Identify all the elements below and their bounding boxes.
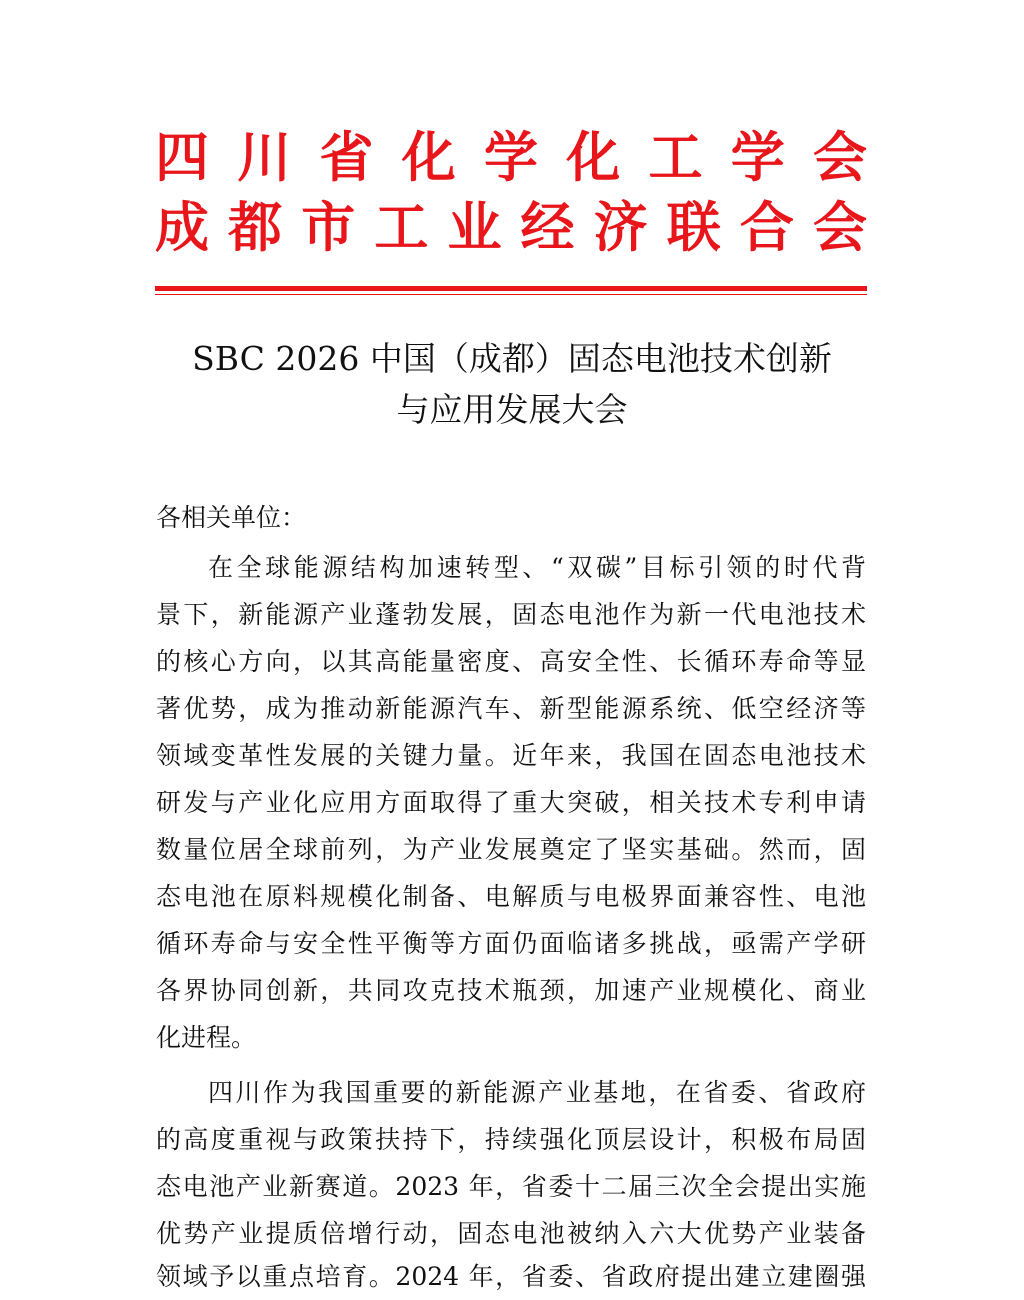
paragraph-1-line: 在全球能源结构加速转型、“双碳”目标引领的时代背 — [208, 553, 866, 582]
org-char: 会 — [813, 126, 867, 189]
org-char: 川 — [237, 126, 292, 189]
document-title-line-2: 与应用发展大会 — [396, 390, 628, 429]
paragraph-1-line: 研发与产业化应用方面取得了重大突破，相关技术专利申请 — [156, 788, 866, 817]
paragraph-1-line: 领域变革性发展的关键力量。近年来，我国在固态电池技术 — [156, 741, 866, 770]
paragraph-1-line: 的核心方向，以其高能量密度、高安全性、长循环寿命等显 — [156, 647, 866, 676]
org-char: 市 — [301, 196, 356, 259]
org-char: 工 — [374, 196, 429, 259]
paragraph-1-line: 态电池在原料规模化制备、电解质与电极界面兼容性、电池 — [156, 882, 866, 911]
paragraph-2-line: 四川作为我国重要的新能源产业基地，在省委、省政府 — [208, 1078, 866, 1107]
org-char: 济 — [593, 196, 648, 259]
org-char: 学 — [484, 126, 538, 189]
org-char: 业 — [447, 196, 502, 259]
org-name-chengdu-industrial-federation — [155, 192, 867, 264]
org-char: 化 — [401, 126, 456, 189]
org-char: 都 — [228, 196, 283, 259]
paragraph-1-line: 著优势，成为推动新能源汽车、新型能源系统、低空经济等 — [156, 694, 866, 723]
org-name-sichuan-chemical-society — [155, 122, 867, 194]
header-red-rule-thin — [155, 294, 867, 295]
org-char: 成 — [155, 196, 209, 259]
org-char: 联 — [666, 196, 721, 259]
org-char: 四 — [155, 126, 209, 189]
paragraph-1-line: 循环寿命与安全性平衡等方面仍面临诸多挑战，亟需产学研 — [156, 929, 866, 958]
paragraph-2-line: 优势产业提质倍增行动，固态电池被纳入六大优势产业装备 — [156, 1219, 866, 1248]
paragraph-1-line: 化进程。 — [156, 1023, 257, 1052]
org-char: 会 — [812, 196, 867, 259]
org-char: 学 — [730, 126, 785, 189]
paragraph-1-line: 数量位居全球前列，为产业发展奠定了坚实基础。然而，固 — [156, 835, 866, 864]
org-char: 经 — [520, 196, 575, 259]
paragraph-2-line: 的高度重视与政策扶持下，持续强化顶层设计，积极布局固 — [156, 1125, 866, 1154]
paragraph-1-line: 景下，新能源产业蓬勃发展，固态电池作为新一代电池技术 — [156, 600, 866, 629]
org-char: 省 — [319, 126, 374, 189]
paragraph-1-line: 各界协同创新，共同攻克技术瓶颈，加速产业规模化、商业 — [156, 976, 866, 1005]
paragraph-2-line: 态电池产业新赛道。2023 年，省委十二届三次全会提出实施 — [156, 1172, 866, 1201]
header-red-rule-thick — [155, 286, 867, 291]
org-char: 合 — [739, 196, 794, 259]
paragraph-2-line: 领域予以重点培育。2024 年，省委、省政府提出建立建圈强 — [156, 1262, 866, 1291]
org-char: 化 — [566, 126, 621, 189]
document-title-line-1: SBC 2026 中国（成都）固态电池技术创新 — [192, 339, 832, 378]
salutation: 各相关单位： — [156, 503, 307, 532]
org-char: 工 — [648, 126, 703, 189]
